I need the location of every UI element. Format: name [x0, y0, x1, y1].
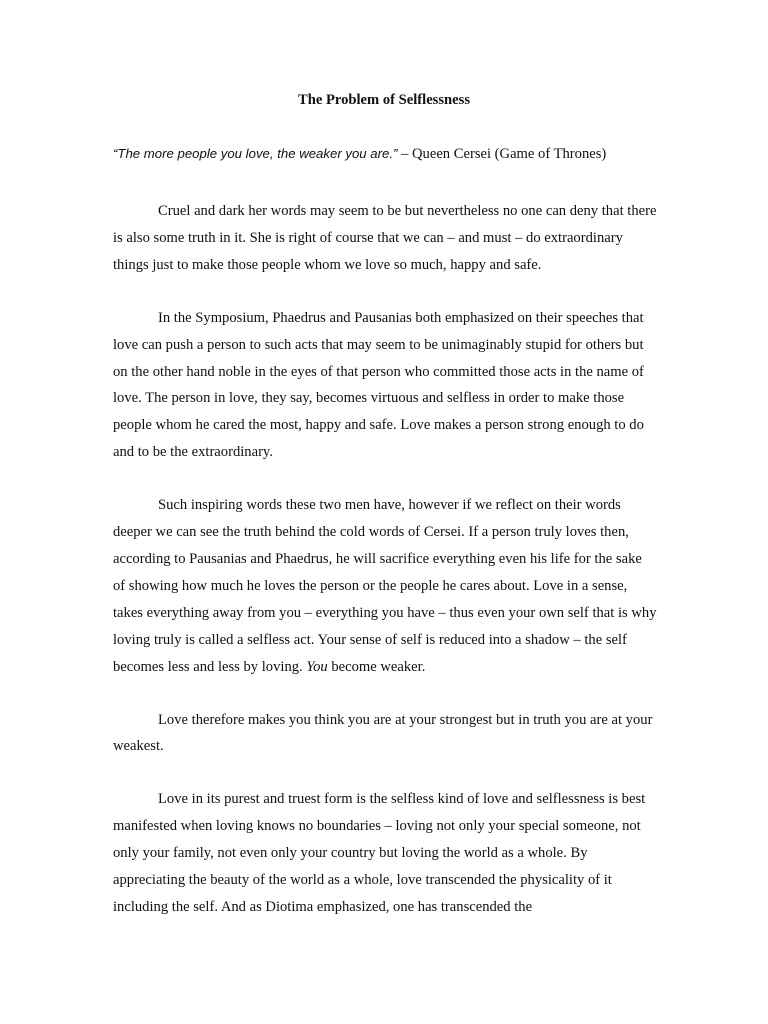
epigraph-quote: “The more people you love, the weaker you are.”: [113, 146, 398, 161]
paragraph-2: In the Symposium, Phaedrus and Pausanias both emphasized on their speeches that love can push a person to such acts that may seem to be unimaginably stupid for others but on the other hand noble in the eyes of that person who committed those acts in the name of love. The person in love, they say, becomes virtuous and selfless in order to make those people whom he cared the most, happy and safe. Love makes a person strong enough to do and to be the extraordinary.: [113, 309, 644, 461]
paragraph-1: Cruel and dark her words may seem to be but nevertheless no one can deny that there is also some truth in it. She is right of course that we can – and must – do extraordinary things just to make those people whom we love so much, happy and safe.: [113, 203, 657, 273]
paragraph-5: Love in its purest and truest form is the selfless kind of love and selflessness is best manifested when loving knows no boundaries – loving not only your special someone, not only your family, not even only your country but loving the world as a whole. By appreciating the beauty of the world as a whole, love transcended the physicality of it including the self. And as Diotima emphasized, one has transcended the: [113, 791, 646, 915]
paragraph-3-text-start: Such inspiring words these two men have, however if we reflect on their words deeper we can see the truth behind the cold words of Cersei. If a person truly loves then, according to Pausanias and Phaedrus, he will sacrifice everything even his life for the sake of showing how much he loves the person or the people he cares about. Love in a sense, takes everything away from you – everything you have – thus even your own self that is why loving truly is called a selfless act. Your sense of self is reduced into a shadow – the self becomes less and less by loving.: [113, 497, 657, 675]
paragraph-4: Love therefore makes you think you are at your strongest but in truth you are at your weakest.: [113, 711, 653, 755]
document-title: The Problem of Selflessness: [297, 92, 470, 108]
epigraph: [113, 146, 673, 163]
paragraph-3-emphasis: You: [306, 658, 328, 675]
document-body: [113, 198, 657, 947]
paragraph-3: [113, 492, 657, 680]
paragraph-3-text-end: become weaker.: [327, 658, 426, 675]
epigraph-attribution: – Queen Cersei (Game of Thrones): [397, 146, 607, 162]
